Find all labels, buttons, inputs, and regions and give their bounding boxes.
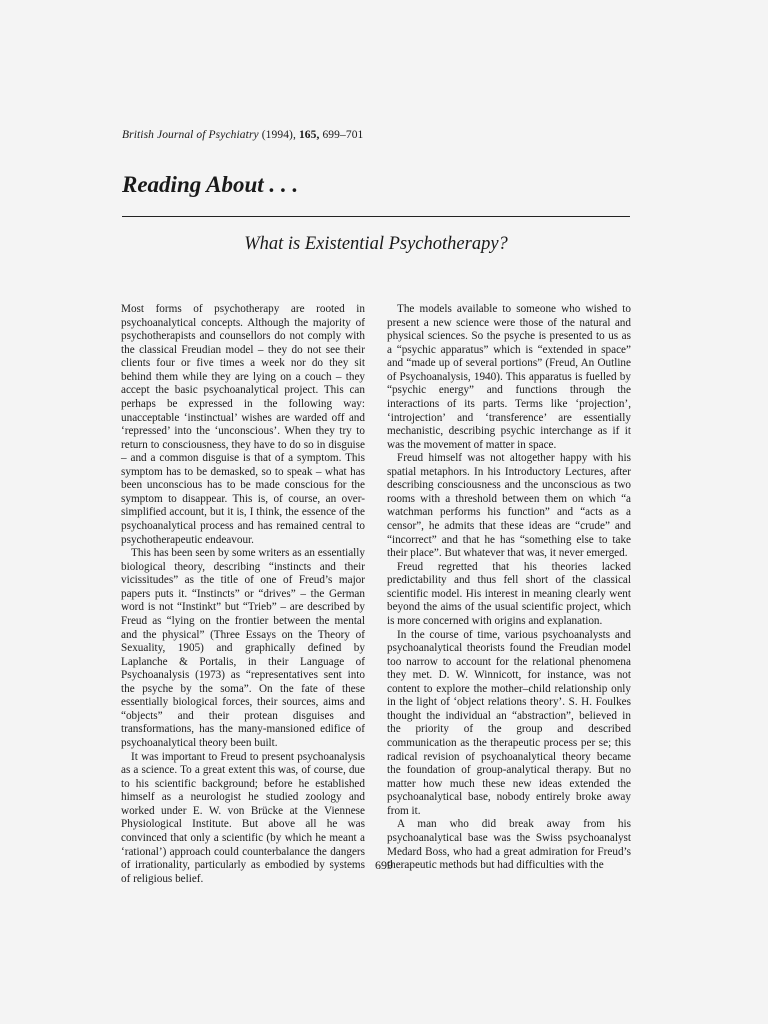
- title-divider: [122, 216, 630, 217]
- paragraph: This has been seen by some writers as an essentially biological theory, describing “instincts and their vicissitudes” as the title of one of Freud’s major papers puts it. “Instincts” or “drives” – the German word is not “Instinkt” but “Trieb” – are described by Freud as “lying on the frontier between the mental and the physical” (Three Essays on the Theory of Sexuality, 1905) and graphically defined by Laplanche & Portalis, in their Language of Psychoanalysis (1973) as “representatives sent into the psyche by the soma”. On the fate of these essentially biological forces, their sources, aims and “objects” and their protean disguises and transformations, has the many-mansioned edifice of psychoanalytical theory been built.: [121, 547, 365, 749]
- article-title: What is Existential Psychotherapy?: [244, 234, 508, 254]
- right-column: [387, 303, 631, 873]
- journal-name: British Journal of Psychiatry: [122, 129, 259, 141]
- section-title: Reading About . . .: [122, 172, 299, 197]
- paragraph: It was important to Freud to present psychoanalysis as a science. To a great extent this was, of course, due to his scientific background; before he established himself as a neurologist he studied zoology and worked under E. W. von Brücke at the Viennese Physiological Institute. But above all he was convinced that only a scientific (by which he meant a ‘rational’) approach could counterbalance the dangers of irrationality, particularly as embodied by systems of religious belief.: [121, 750, 365, 885]
- paragraph: A man who did break away from his psychoanalytical base was the Swiss psychoanalyst Medard Boss, who had a great admiration for Freud’s therapeutic methods but had difficulties with the: [387, 818, 631, 872]
- page-number: 699: [375, 858, 393, 872]
- paragraph: Freud himself was not altogether happy with his spatial metaphors. In his Introductory Lectures, after describing consciousness and the unconscious as two rooms with a threshold between them on which “a watchman performs his function” and “acts as a censor”, he admits that these ideas are “crude” and “incorrect” and that he has “something else to take their place”. But whatever that was, it never emerged.: [387, 452, 631, 560]
- citation-pages: 699–701: [322, 129, 364, 141]
- left-column: [121, 303, 365, 886]
- citation-volume: 165,: [298, 129, 320, 141]
- paragraph: Most forms of psychotherapy are rooted in psychoanalytical concepts. Although the majority of psychotherapists and counsellors do not comply with the classical Freudian model – they do not see their clients four or five times a week nor do they sit behind them while they are lying on a couch – they accept the basic psychoanalytical project. This can perhaps be expressed in the following way: unacceptable ‘instinctual’ wishes are warded off and ‘repressed’ into the ‘unconscious’. When they try to return to consciousness, they have to do so in disguise – and a common disguise is that of a symptom. This symptom has to be demasked, so to speak – what has been unconscious has to be made conscious for the symptom to disappear. This is, of course, an over-simplified account, but it is, I think, the essence of the psychoanalytical process and has remained central to psychotherapeutic endeavour.: [121, 303, 365, 546]
- paragraph: The models available to someone who wished to present a new science were those of the natural and physical sciences. So the psyche is presented to us as a “psychic apparatus” which is “extended in space” and “made up of several portions” (Freud, An Outline of Psychoanalysis, 1940). This apparatus is fuelled by “psychic energy” and functions through the interactions of its parts. Terms like ‘projection’, ‘introjection’ and ‘transference’ are essentially mechanistic, describing psychic interchange as if it was the movement of matter in space.: [387, 303, 631, 451]
- paragraph: In the course of time, various psychoanalysts and psychoanalytical theorists found the Freudian model too narrow to account for the relational phenomena they met. D. W. Winnicott, for instance, was not content to explore the mother–child relationship only in the light of ‘object relations theory’. S. H. Foulkes thought the individual an “abstraction”, believed in the priority of the group and described communication as the therapeutic process per se; this radical revision of psychoanalytical theory became the foundation of group-analytical therapy. But no matter how much these new ideas extended the psychoanalytical base, nobody entirely broke away from it.: [387, 628, 631, 817]
- citation-year: (1994),: [261, 129, 296, 141]
- journal-citation: [122, 129, 363, 141]
- paragraph: Freud regretted that his theories lacked predictability and thus fell short of the classical scientific model. His interest in meaning clearly went beyond the aims of the usual scientific project, which is more concerned with origins and explanation.: [387, 560, 631, 627]
